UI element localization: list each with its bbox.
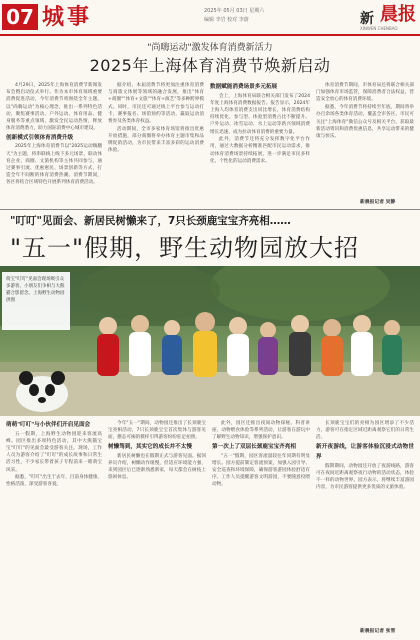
story1-subhead-2: 数据赋能消费场景多元拓展 (210, 84, 278, 90)
logo-main: 晨报 (380, 4, 416, 25)
story2-column-2 (108, 420, 206, 636)
story2-subhead-3: 第一次上了双层长颈鹿宝宝齐亮相 (212, 444, 296, 451)
story1-subhead-1: 创新模式引领体育消费升级 (6, 134, 74, 141)
newspaper-logo (360, 2, 416, 32)
zoo-photo (0, 266, 420, 416)
logo-prefix: 新 (360, 11, 374, 27)
paragraph: 此外，消费节还将充分发挥数字化平台作用，通过大数据分析精准匹配市民运动需求，推动体育消费场景持续拓展，进一步满足市民多样化、个性化的运动消费需求。 (210, 137, 310, 164)
date-line: 2025年 05月 03日 星期六 (204, 8, 265, 14)
logo-subtitle: XINWEN CHENBAO (360, 26, 398, 31)
story2-kicker: "叮叮"见面会、新居民树懒来了，7只长颈鹿宝宝齐亮相…… (10, 215, 291, 227)
story1-column-3 (210, 82, 310, 208)
story1-kicker: "尚嗨运动"激发体育消费新活力 (147, 43, 273, 53)
paragraph: 据悉，今年消费节将持续至年底，期间将举办百余场各类体育活动，覆盖全市各区。市民可关注"上海体育"微信公众号及相关平台，获取最新活动资讯和消费优惠信息，共享运动带来的健康与快乐。 (316, 105, 414, 139)
photo-caption: 萌宝"叮叮"见面会现场吸引众多游客，小朋友们争相与大熊猫合影留念。上海野生动物园供图 (2, 272, 70, 330)
paragraph: 4月29日，2025年上海体育消费节新闻发布会暨启动仪式举行。作为本市体育领域重要消费促进活动，今年消费节将围绕全年主题，以"尚嗨运动"为核心理念，推出一系列特色活动，聚焦赛事活动、户外运动、体育用品、健身服务等重点领域，激发全民运动热情，释放体育消费潜力，助力国际消费中心城市建设。 (6, 83, 102, 132)
paragraph: 新居民树懒也在假期正式与游客见面。据饲养员介绍，树懒动作缓慢，但适应环境能力强，来到园区后已逐渐熟悉新家，每天都会在树枝上悠闲休息。 (108, 453, 206, 481)
paragraph: 长颈鹿宝宝们的亮相为园区增添了不少活力，游客可在指定区域近距离观察它们的日常生活。 (316, 421, 414, 441)
story1-headline: 2025年上海体育消费节焕新启动 (89, 56, 331, 75)
story1-column-1 (6, 82, 102, 208)
paragraph: 五一假期，上海野生动物园迎来客流高峰。园区推出多项特色活动，其中大熊猫宝宝"叮叮"的见面会最受游客关注。现场，工作人员为游客介绍了"叮叮"的成长故事和日常生活习性，不少家长带着孩子专程前来一睹萌宝风采。 (6, 431, 102, 473)
section-title: 城事 (42, 4, 93, 30)
paragraph: 会上，上海体育局联合相关部门发布了2024年度上海体育消费数据报告。报告显示，2024年上海人均体育消费支出同比增长，体育消费结构持续优化，参与型、体验型消费占比不断提升。户外运动、冰雪运动、水上运动等新兴领域消费增长迅速，成为拉动体育消费的重要力量。 (210, 93, 310, 135)
paragraph: 此外，园区还推出夜间动物探秘、科普讲座、动物喂食体验等系列活动，让游客在游玩中了解野生动物知识，增强保护意识。 (212, 421, 310, 441)
story1-column-4 (316, 82, 414, 198)
paragraph: 假期期间，动物园还开放了夜游线路，游客可在夜间近距离观察夜行动物的活动状态，体验不一样的动物世界。园方表示，将继续丰富游园内容，为市民游客提供更多优质的文旅体验。 (316, 463, 414, 491)
paragraph: 2025年上海体育消费节以"2025运动嗨翻天"为主题，将串联线上线下多元场景，联动体育企业、商圈、文旅机构等主体共同参与，通过赛事引流、优惠惠民、场景创新等方式，打造全年不间断的体育消费热潮。消费节期间，各区将结合区域特色开展系列体育消费活动。 (6, 144, 102, 186)
paragraph: 据介绍，本届消费节将更加注重体育消费与商旅文体展等领域的融合发展，推出"体育+商圈""体育+文旅""体育+演艺"等多种跨界模式。同时，市民还可通过线上平台参与运动打卡、赛事报名、场馆预约等活动，赢取运动消费券及各类体育权益。 (108, 83, 204, 125)
paragraph: "五一"假期，园区客流量较往年同期有明显增长。园方提前制定客流预案，加强入园引导、安全巡查和环境保障，确保游客游园体验舒适有序。工作人员提醒游客文明游园，不要随意投喂动物。 (212, 453, 310, 488)
masthead (0, 0, 420, 34)
story2-column-3 (212, 420, 310, 636)
editor-line: 编辑 李岩 校对 李蔚 (204, 17, 249, 23)
paragraph: 体育消费节期间，市体育局还将联合相关部门加强体育市场监管，保障消费者合法权益，营造安全放心的体育消费环境。 (316, 83, 414, 103)
story2-subhead-1: 萌萌"叮叮"与小伙伴们开启见面会 (6, 422, 91, 428)
section-divider (0, 209, 420, 210)
story2-subhead-4: 新开夜游线，让游客体验沉浸式动物世界 (316, 444, 414, 461)
header-rule (0, 34, 420, 36)
story2-subhead-2: 树懒驾到，其实它的成长并不太慢 (108, 444, 192, 451)
story2-column-4 (316, 420, 414, 626)
story1-column-2 (108, 82, 204, 208)
story2-byline: 新晨报记者 张雪 (360, 629, 396, 634)
story2-headline: "五一"假期，野生动物园放大招 (10, 234, 360, 262)
paragraph: 据悉，"叮叮"出生于去年，目前身体健康、性格活泼，深受游客喜爱。 (6, 475, 102, 488)
story2-column-1 (6, 420, 102, 636)
paragraph: 活动期间，全市多家体育场馆将推出优惠开放措施，部分商圈将举办体育主题市集和品牌促销活动，为市民带来丰富多彩的运动消费体验。 (108, 126, 204, 154)
page-number: 07 (2, 4, 38, 30)
paragraph: 今年"五一"期间，动物园还推出了长颈鹿宝宝亮相活动，7只长颈鹿宝宝首次集体与游客见面，憨态可掬的模样引得游客纷纷驻足拍照。 (108, 421, 206, 441)
story1-byline: 新晨报记者 吴静 (360, 200, 396, 205)
